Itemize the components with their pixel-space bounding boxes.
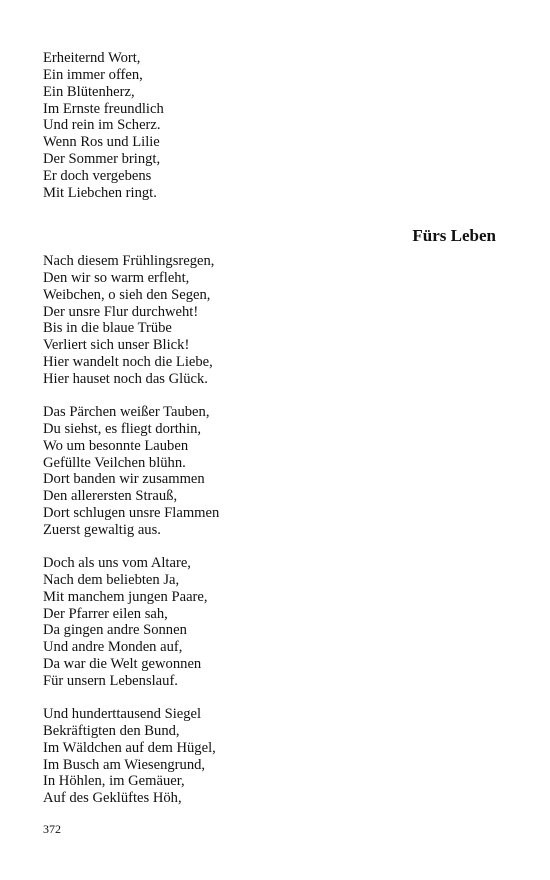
verse-line: Doch als uns vom Altare, [43, 555, 191, 571]
verse-line: Der Pfarrer eilen sah, [43, 605, 168, 622]
verse-line: Der Sommer bringt, [43, 151, 161, 168]
verse-line: Im Ernste freundlich [43, 100, 164, 117]
verse-line: Auf des Geklüftes Höh, [43, 790, 182, 807]
verse-line: In Höhlen, im Gemäuer, [43, 773, 185, 790]
verse-line: Dort banden wir zusammen [43, 471, 205, 488]
poem-title: Fürs Leben [412, 226, 496, 245]
verse-line: Dort schlugen unsre Flammen [43, 505, 220, 522]
verse-line: Bis in die blaue Trübe [43, 320, 172, 337]
verse-line: Weibchen, o sieh den Segen, [43, 286, 211, 303]
verse-line: Er doch vergebens [43, 167, 152, 184]
verse-line: Gefüllte Veilchen blühn. [43, 454, 186, 471]
verse-line: Da gingen andre Sonnen [43, 622, 187, 639]
verse-line: Erheiternd Wort, [43, 50, 141, 66]
verse-line: Nach dem beliebten Ja, [43, 571, 180, 588]
verse-line: Im Busch am Wiesengrund, [43, 756, 206, 773]
verse-line: Den allerersten Strauß, [43, 488, 178, 505]
verse-line: Verliert sich unser Blick! [43, 337, 190, 354]
stanza-5 [43, 706, 216, 807]
verse-line: Im Wäldchen auf dem Hügel, [43, 739, 216, 756]
verse-line: Der unsre Flur durchweht! [43, 303, 199, 320]
verse-line: Und andre Monden auf, [43, 639, 183, 656]
verse-line: Ein Blütenherz, [43, 83, 135, 100]
verse-line: Das Pärchen weißer Tauben, [43, 404, 210, 420]
verse-line: Nach diesem Frühlingsregen, [43, 253, 215, 269]
verse-line: Und rein im Scherz. [43, 117, 161, 134]
verse-line: Mit Liebchen ringt. [43, 184, 157, 201]
verse-line: Da war die Welt gewonnen [43, 656, 202, 673]
stanza-4 [43, 555, 208, 690]
verse-line: Mit manchem jungen Paare, [43, 588, 208, 605]
verse-line: Du siehst, es fliegt dorthin, [43, 420, 202, 437]
stanza-1 [43, 50, 164, 202]
verse-line: Den wir so warm erfleht, [43, 269, 190, 286]
stanza-2 [43, 253, 214, 388]
verse-line: Hier wandelt noch die Liebe, [43, 354, 213, 371]
verse-line: Ein immer offen, [43, 66, 143, 83]
verse-line: Wenn Ros und Lilie [43, 134, 160, 151]
stanza-3 [43, 404, 219, 539]
verse-line: Bekräftigten den Bund, [43, 722, 180, 739]
page-number: 372 [43, 822, 61, 836]
verse-line: Und hunderttausend Siegel [43, 706, 202, 722]
verse-line: Wo um besonnte Lauben [43, 437, 189, 454]
verse-line: Hier hauset noch das Glück. [43, 370, 208, 387]
verse-line: Zuerst gewaltig aus. [43, 521, 161, 538]
verse-line: Für unsern Lebenslauf. [43, 672, 178, 689]
